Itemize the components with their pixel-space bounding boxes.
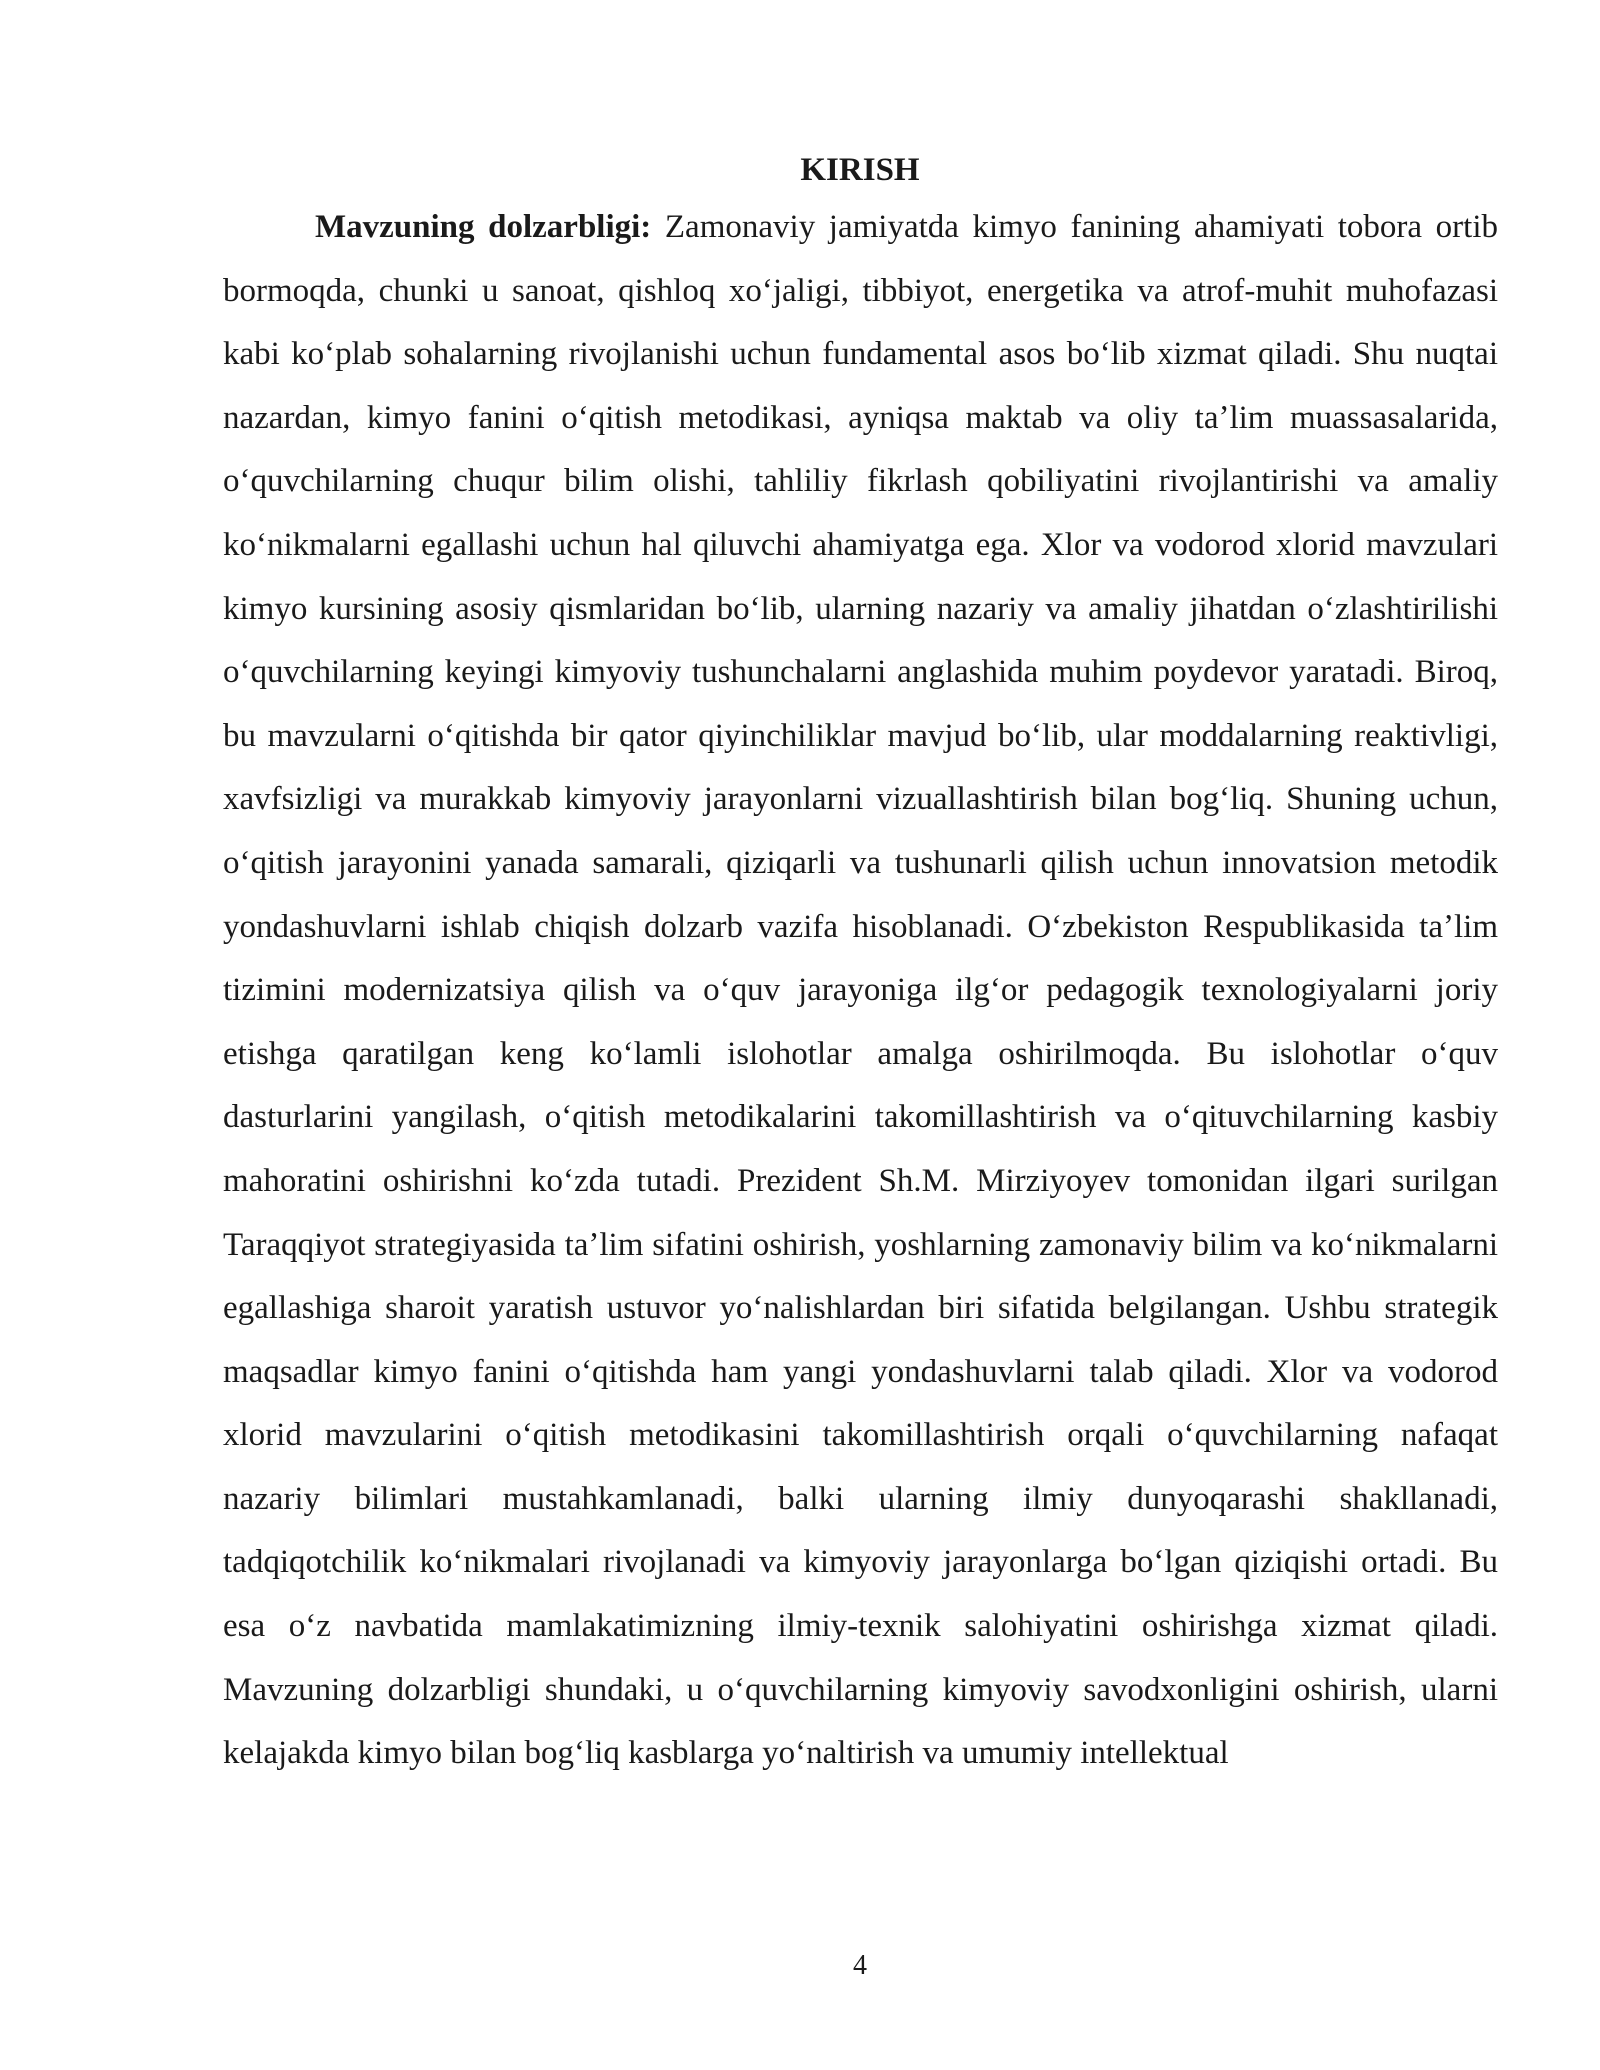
page-number: 4: [853, 1950, 867, 1981]
body-paragraph: [223, 196, 1498, 1786]
paragraph-text: Zamonaviy jamiyatda kimyo fanining ahamiyati tobora ortib bormoqda, chunki u sanoat, qishloq xoʻjaligi, tibbiyot, energetika va atrof-muhit muhofazasi kabi koʻplab sohalarning rivojlanishi uchun fundamental asos boʻlib xizmat qiladi. Shu nuqtai nazardan, kimyo fanini oʻqitish metodikasi, ayniqsa maktab va oliy taʼlim muassasalarida, oʻquvchilarning chuqur bilim olishi, tahliliy fikrlash qobiliyatini rivojlantirishi va amaliy koʻnikmalarni egallashi uchun hal qiluvchi ahamiyatga ega. Xlor va vodorod xlorid mavzulari kimyo kursining asosiy qismlaridan boʻlib, ularning nazariy va amaliy jihatdan oʻzlashtirilishi oʻquvchilarning keyingi kimyoviy tushunchalarni anglashida muhim poydevor yaratadi. Biroq, bu mavzularni oʻqitishda bir qator qiyinchiliklar mavjud boʻlib, ular moddalarning reaktivligi, xavfsizligi va murakkab kimyoviy jarayonlarni vizuallashtirish bilan bogʻliq. Shuning uchun, oʻqitish jarayonini yanada samarali, qiziqarli va tushunarli qilish uchun innovatsion metodik yondashuvlarni ishlab chiqish dolzarb vazifa hisoblanadi. Oʻzbekiston Respublikasida taʼlim tizimini modernizatsiya qilish va oʻquv jarayoniga ilgʻor pedagogik texnologiyalarni joriy etishga qaratilgan keng koʻlamli islohotlar amalga oshirilmoqda. Bu islohotlar oʻquv dasturlarini yangilash, oʻqitish metodikalarini takomillashtirish va oʻqituvchilarning kasbiy mahoratini oshirishni koʻzda tutadi. Prezident Sh.M. Mirziyoyev tomonidan ilgari surilgan Taraqqiyot strategiyasida taʼlim sifatini oshirish, yoshlarning zamonaviy bilim va koʻnikmalarni egallashiga sharoit yaratish ustuvor yoʻnalishlardan biri sifatida belgilangan. Ushbu strategik maqsadlar kimyo fanini oʻqitishda ham yangi yondashuvlarni talab qiladi. Xlor va vodorod xlorid mavzularini oʻqitish metodikasini takomillashtirish orqali oʻquvchilarning nafaqat nazariy bilimlari mustahkamlanadi, balki ularning ilmiy dunyoqarashi shakllanadi, tadqiqotchilik koʻnikmalari rivojlanadi va kimyoviy jarayonlarga boʻlgan qiziqishi ortadi. Bu esa oʻz navbatida mamlakatimizning ilmiy-texnik salohiyatini oshirishga xizmat qiladi. Mavzuning dolzarbligi shundaki, u oʻquvchilarning kimyoviy savodxonligini oshirish, ularni kelajakda kimyo bilan bogʻliq kasblarga yoʻnaltirish va umumiy intellektual: [223, 209, 1498, 1772]
page-heading: KIRISH: [800, 152, 920, 188]
lead-label: Mavzuning dolzarbligi:: [315, 209, 652, 245]
